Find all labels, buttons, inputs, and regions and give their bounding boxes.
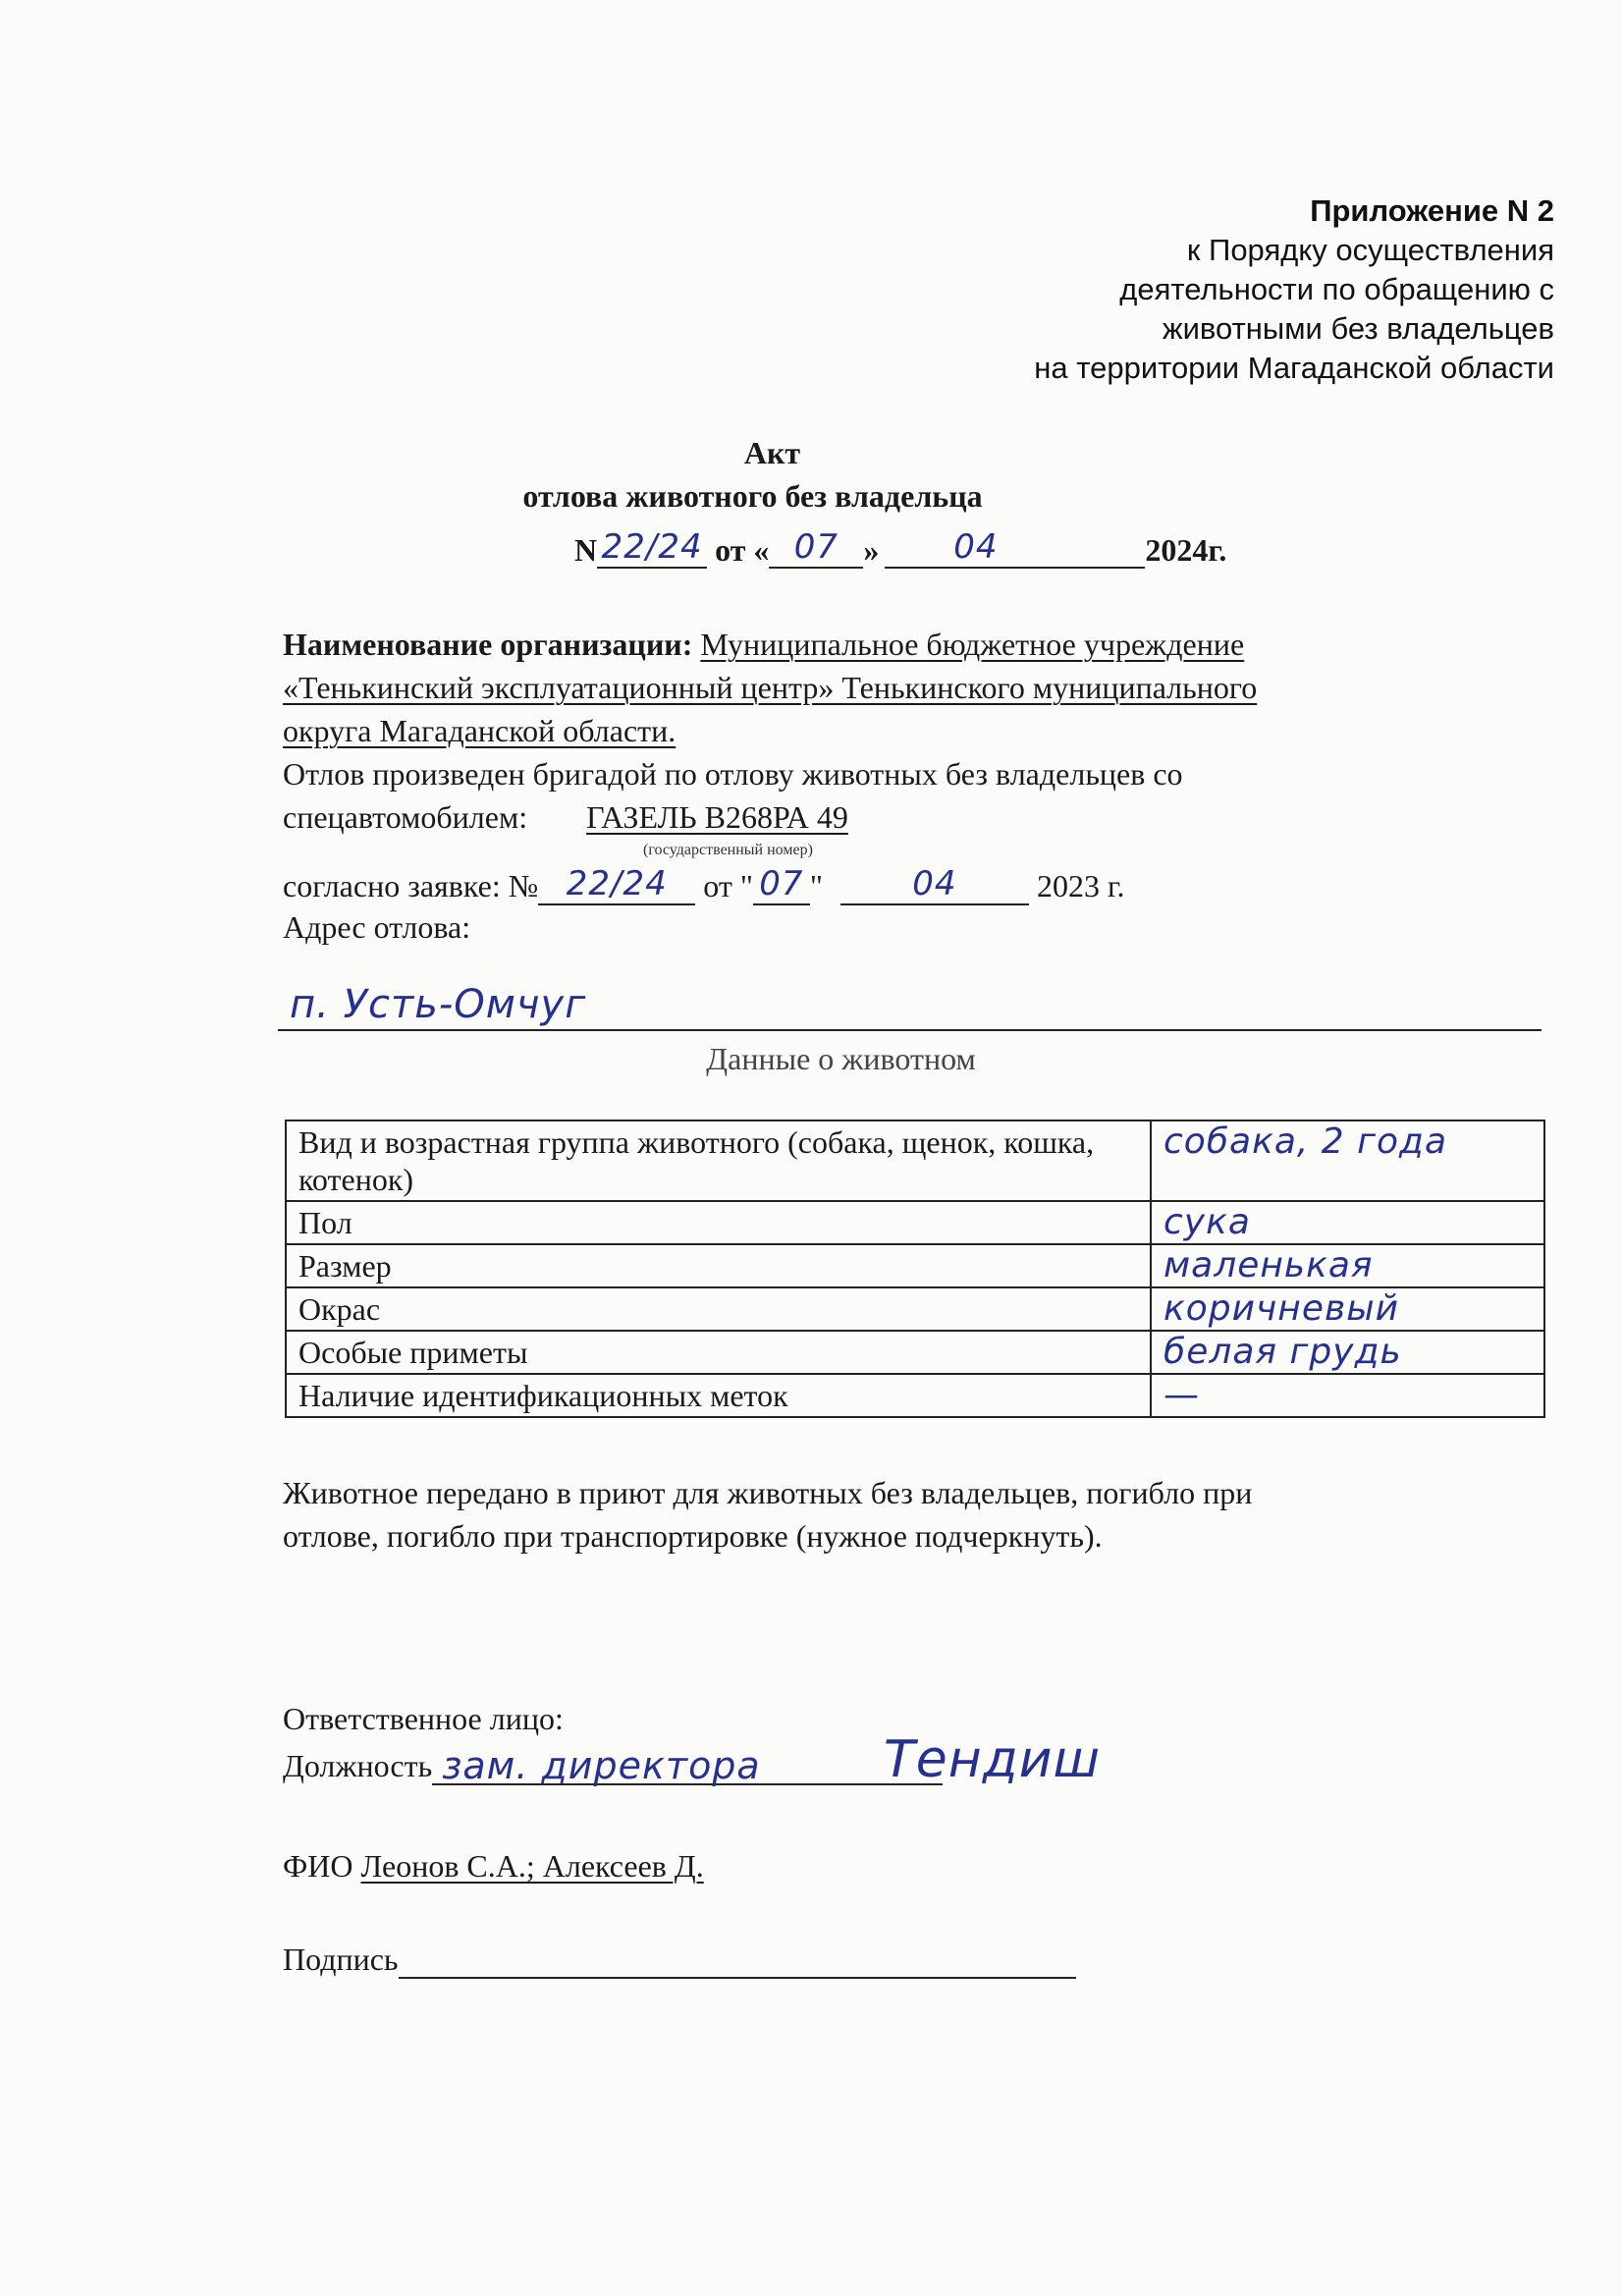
table-row bbox=[286, 1121, 1544, 1201]
position-field bbox=[432, 1744, 943, 1785]
appendix-line-5: на территории Магаданской области bbox=[1034, 351, 1554, 385]
date-separator: » bbox=[863, 532, 880, 568]
appendix-line-4: животными без владельцев bbox=[1162, 311, 1554, 346]
capture-text: Отлов произведен бригадой по отлову животных без владельцев со bbox=[283, 756, 1183, 792]
row-value-text: — bbox=[1163, 1375, 1200, 1415]
appendix-header bbox=[671, 191, 1554, 388]
animal-section-title: Данные о животном bbox=[706, 1041, 976, 1076]
animal-data-table bbox=[285, 1120, 1545, 1418]
fio-line bbox=[283, 1846, 704, 1886]
organization-label: Наименование организации: bbox=[283, 627, 693, 662]
request-number-value: 22/24 bbox=[566, 864, 668, 903]
act-number-line bbox=[574, 527, 1226, 569]
request-day-value: 07 bbox=[759, 864, 804, 903]
organization-name-2: «Тенькинский эксплуатационный центр» Тенькинского муниципального bbox=[283, 670, 1258, 705]
request-month-field bbox=[840, 864, 1029, 905]
act-day-value: 07 bbox=[793, 527, 839, 567]
request-number-field bbox=[538, 864, 695, 905]
vehicle-label: спецавтомобилем: bbox=[283, 799, 528, 835]
row-value bbox=[1151, 1121, 1544, 1201]
act-month-field bbox=[885, 527, 1145, 569]
organization-line-1 bbox=[283, 625, 1244, 664]
appendix-line-3: деятельности по обращению с bbox=[1119, 272, 1554, 306]
outcome-line-2: отлове, погибло при транспортировке (нужное подчеркнуть). bbox=[283, 1518, 1103, 1554]
row-value-text: коричневый bbox=[1163, 1288, 1400, 1329]
appendix-line-1: Приложение N 2 bbox=[1310, 193, 1554, 228]
act-month-value: 04 bbox=[953, 527, 999, 567]
row-value bbox=[1151, 1201, 1544, 1244]
row-key: Особые приметы bbox=[286, 1331, 1151, 1374]
organization-name-1: Муниципальное бюджетное учреждение bbox=[700, 627, 1245, 662]
signature-label: Подпись bbox=[283, 1941, 399, 1977]
row-key: Окрас bbox=[286, 1287, 1151, 1331]
vehicle-line bbox=[283, 797, 848, 837]
address-field bbox=[278, 982, 1542, 1031]
request-line bbox=[283, 864, 1124, 905]
row-value-text: маленькая bbox=[1163, 1245, 1374, 1285]
signature-line bbox=[283, 1940, 1076, 1979]
request-from-label: от " bbox=[703, 868, 753, 903]
row-value bbox=[1151, 1244, 1544, 1287]
request-day-field bbox=[753, 864, 810, 905]
row-value-text: собака, 2 года bbox=[1163, 1121, 1448, 1162]
table-row bbox=[286, 1374, 1544, 1417]
act-number-value: 22/24 bbox=[601, 527, 703, 567]
request-year: 2023 г. bbox=[1036, 868, 1125, 903]
number-prefix: N bbox=[574, 532, 598, 568]
position-line bbox=[283, 1744, 943, 1785]
handwritten-signature: Тендиш bbox=[884, 1730, 1102, 1789]
row-value bbox=[1151, 1374, 1544, 1417]
row-value bbox=[1151, 1287, 1544, 1331]
date-from-label: от « bbox=[715, 532, 770, 568]
table-row bbox=[286, 1331, 1544, 1374]
table-row bbox=[286, 1287, 1544, 1331]
row-value bbox=[1151, 1331, 1544, 1374]
position-label: Должность bbox=[283, 1748, 433, 1783]
row-value-text: сука bbox=[1163, 1202, 1251, 1242]
signature-field bbox=[399, 1941, 1076, 1979]
request-label: согласно заявке: № bbox=[283, 868, 539, 903]
table-row bbox=[286, 1201, 1544, 1244]
table-row bbox=[286, 1244, 1544, 1287]
fio-value: Леонов С.А.; Алексеев Д. bbox=[360, 1848, 704, 1884]
request-month-value: 04 bbox=[912, 864, 957, 903]
responsible-label: Ответственное лицо: bbox=[283, 1701, 564, 1736]
act-subtitle: отлова животного без владельца bbox=[522, 478, 983, 514]
position-value: зам. директора bbox=[442, 1744, 761, 1787]
row-key: Размер bbox=[286, 1244, 1151, 1287]
act-number-field bbox=[597, 527, 707, 569]
act-title: Акт bbox=[743, 435, 801, 470]
outcome-line-1: Животное передано в приют для животных без владельцев, погибло при bbox=[283, 1475, 1253, 1510]
address-value: п. Усть-Омчуг bbox=[290, 982, 587, 1027]
row-key: Вид и возрастная группа животного (собака, щенок, кошка, котенок) bbox=[286, 1121, 1151, 1201]
row-key: Наличие идентификационных меток bbox=[286, 1374, 1151, 1417]
vehicle-value: ГАЗЕЛЬ В268РА 49 bbox=[586, 799, 848, 835]
fio-label: ФИО bbox=[283, 1848, 353, 1884]
appendix-line-2: к Порядку осуществления bbox=[1186, 233, 1554, 267]
act-year: 2024г. bbox=[1145, 532, 1227, 568]
request-quote: " bbox=[809, 868, 823, 903]
row-key: Пол bbox=[286, 1201, 1151, 1244]
organization-name-3: округа Магаданской области. bbox=[283, 713, 676, 748]
row-value-text: белая грудь bbox=[1163, 1332, 1402, 1372]
address-label: Адрес отлова: bbox=[283, 909, 471, 945]
act-day-field bbox=[769, 527, 863, 569]
vehicle-note: (государственный номер) bbox=[643, 842, 813, 858]
